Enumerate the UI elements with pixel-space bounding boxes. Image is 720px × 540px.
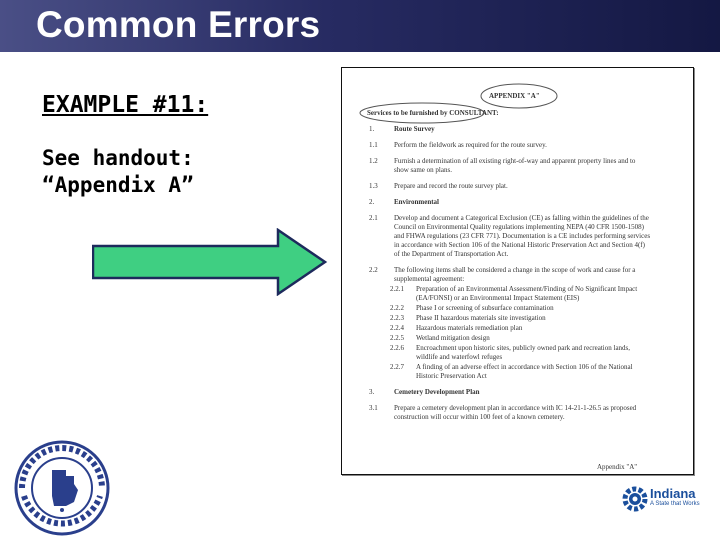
- appendix-document-image: [341, 67, 694, 475]
- document-item-text: The following items shall be considered a change in the scope of work and cause for a: [394, 266, 636, 274]
- document-header: APPENDIX "A": [489, 92, 540, 100]
- document-section-title: Route Survey: [394, 125, 435, 133]
- document-item-text: Phase II hazardous materials site investigation: [416, 314, 546, 322]
- logo-tagline: A State that Works: [650, 501, 700, 507]
- document-item-number: 2.2.2: [390, 304, 404, 312]
- indiana-gear-logo-icon: [620, 484, 650, 514]
- handout-line-2: “Appendix A”: [42, 173, 194, 197]
- document-item-number: 2.1: [369, 214, 378, 222]
- example-heading: EXAMPLE #11:: [42, 92, 209, 118]
- document-item-number: 1.: [369, 125, 375, 133]
- document-item-text: Prepare a cemetery development plan in accordance with IC 14-21-1-26.5 as proposed: [394, 404, 637, 412]
- document-item-text: Perform the fieldwork as required for the route survey.: [394, 141, 547, 149]
- document-item-text: Develop and document a Categorical Exclusion (CE) as falling within the guidelines of the: [394, 214, 649, 222]
- document-item-number: 1.3: [369, 182, 378, 190]
- title-bar: [0, 0, 720, 52]
- document-item-text: Prepare and record the route survey plat.: [394, 182, 508, 190]
- document-footer: Appendix "A": [597, 463, 638, 471]
- document-item-text: and FHWA regulations (23 CFR 771). Documentation is a CE includes performing services: [394, 232, 651, 240]
- document-item-number: 2.: [369, 198, 375, 206]
- document-section-title: Environmental: [394, 198, 439, 206]
- document-item-text: wildlife and waterfowl refuges: [416, 353, 503, 361]
- document-item-number: 1.1: [369, 141, 378, 149]
- document-item-number: 2.2.1: [390, 285, 404, 293]
- document-item-text: Furnish a determination of all existing right-of-way and apparent property lines and to: [394, 157, 636, 165]
- document-item-text: Preparation of an Environmental Assessment/Finding of No Significant Impact: [416, 285, 638, 293]
- document-item-text: construction will occur within 100 feet of a known cemetery.: [394, 413, 565, 421]
- handout-line-1: See handout:: [42, 146, 194, 170]
- services-heading: Services to be furnished by CONSULTANT:: [367, 109, 499, 117]
- logo-brand: Indiana: [650, 486, 696, 501]
- indot-seal-icon: [14, 440, 110, 536]
- document-item-number: 2.2.3: [390, 314, 404, 322]
- slide-title: Common Errors: [36, 4, 321, 45]
- document-item-text: Wetland mitigation design: [416, 334, 490, 342]
- document-item-number: 2.2.4: [390, 324, 404, 332]
- document-item-text: of the Department of Transportation Act.: [394, 250, 509, 258]
- document-item-number: 3.1: [369, 404, 378, 412]
- document-item-number: 1.2: [369, 157, 378, 165]
- document-item-text: Phase I or screening of subsurface contamination: [416, 304, 554, 312]
- document-item-text: supplemental agreement:: [394, 275, 465, 283]
- document-item-text: Historic Preservation Act: [416, 372, 487, 380]
- document-item-number: 2.2.7: [390, 363, 404, 371]
- handout-reference: [42, 145, 194, 199]
- document-item-text: Encroachment upon historic sites, publicly owned park and recreation lands,: [416, 344, 631, 352]
- document-item-number: 2.2: [369, 266, 378, 274]
- document-item-text: show same on plans.: [394, 166, 452, 174]
- document-item-text: Council on Environmental Quality regulations implementing NEPA (40 CFR 1500-1508): [394, 223, 644, 231]
- indiana-logo-text: [650, 487, 700, 508]
- document-item-text: A finding of an adverse effect in accordance with Section 106 of the National: [416, 363, 633, 371]
- document-item-number: 2.2.6: [390, 344, 404, 352]
- document-item-text: (EA/FONSI) or an Environmental Impact Statement (EIS): [416, 294, 580, 302]
- document-item-text: in accordance with Section 106 of the National Historic Preservation Act and Section 4(f): [394, 241, 645, 249]
- document-item-number: 2.2.5: [390, 334, 404, 342]
- document-section-title: Cemetery Development Plan: [394, 388, 480, 396]
- right-arrow-icon: [92, 228, 328, 296]
- document-item-text: Hazardous materials remediation plan: [416, 324, 523, 332]
- document-item-number: 3.: [369, 388, 375, 396]
